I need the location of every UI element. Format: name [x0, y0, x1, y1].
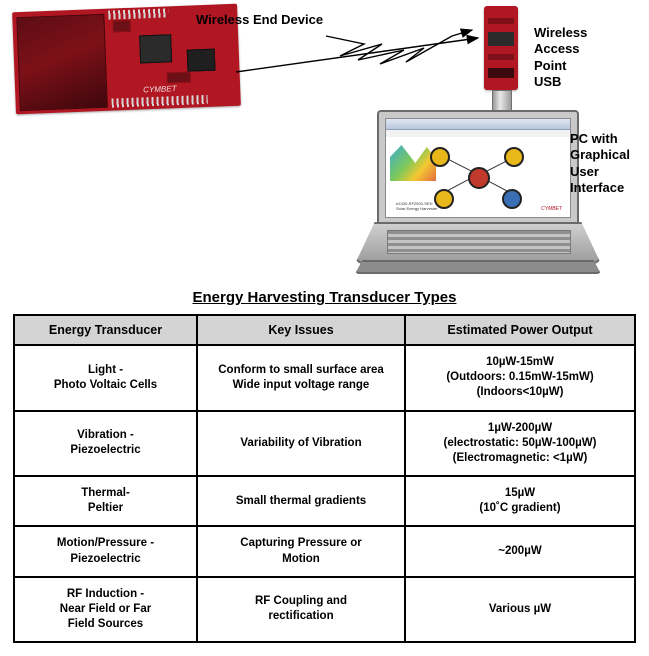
cell-line: Near Field or Far	[59, 602, 152, 615]
cell-issues	[197, 577, 405, 643]
energy-harvesting-table	[13, 314, 636, 643]
cell-transducer	[14, 411, 197, 477]
table-row	[14, 526, 635, 576]
label-ap-line-3: Point	[534, 57, 567, 73]
cell-line: (10˚C gradient)	[479, 502, 561, 515]
cell-transducer	[14, 345, 197, 411]
cell-line: Photo Voltaic Cells	[53, 378, 158, 391]
component-small-2	[167, 72, 191, 84]
laptop-base	[355, 222, 601, 264]
gui-canvas	[386, 137, 570, 217]
gui-caption-line-2: Solar Energy Harvester	[396, 205, 438, 211]
cell-line: Vibration -	[77, 429, 134, 442]
table-row	[14, 345, 635, 411]
table-header-transducer: Energy Transducer	[14, 315, 197, 345]
cell-line: 10µW-15mW	[486, 356, 554, 368]
label-wireless-end-device: Wireless End Device	[196, 12, 324, 27]
cell-transducer	[14, 476, 197, 526]
cell-power	[405, 411, 635, 477]
cell-line: Wide input voltage range	[232, 378, 370, 391]
pin-header-bottom	[112, 95, 208, 108]
dongle-trace-3	[488, 68, 514, 78]
cell-line: RF Coupling and	[255, 595, 347, 608]
table-row	[14, 476, 635, 526]
browser-toolbar	[386, 119, 570, 130]
cell-line: Piezoelectric	[70, 552, 141, 565]
cell-line: ~200µW	[498, 544, 542, 557]
cell-line: Light -	[87, 363, 124, 376]
mcu-chip	[139, 34, 172, 63]
laptop-keyboard	[387, 230, 571, 254]
cell-issues	[197, 411, 405, 477]
gui-caption-line-1: eZ430-RF2500-SEH	[396, 200, 433, 206]
label-pc-line-3: User	[570, 163, 599, 179]
gui-logo: CYMBET	[541, 206, 562, 212]
dongle-trace-1	[488, 18, 514, 24]
laptop-lid	[377, 110, 579, 226]
cell-line: 15µW	[504, 487, 536, 500]
cell-line: rectification	[268, 610, 334, 623]
component-small-1	[113, 20, 131, 33]
cell-line: (Outdoors: 0.15mW-15mW)	[446, 371, 594, 384]
laptop-pc	[355, 110, 597, 280]
cell-line: Piezoelectric	[70, 444, 141, 457]
table-row	[14, 411, 635, 477]
cell-line: Capturing Pressure or	[240, 537, 362, 550]
arrow-device-to-ap	[236, 38, 478, 72]
laptop-screen	[385, 118, 571, 218]
cell-line: Variability of Vibration	[240, 436, 362, 449]
node-yellow-2	[504, 147, 524, 167]
cell-power	[405, 577, 635, 643]
table-header-power: Estimated Power Output	[405, 315, 635, 345]
rf-chip	[187, 49, 216, 72]
cell-line: Peltier	[87, 502, 124, 515]
cell-line: (Indoors<10µW)	[476, 386, 564, 399]
solar-cell	[16, 14, 108, 111]
cell-issues	[197, 345, 405, 411]
dongle-board	[484, 6, 518, 90]
cell-line: (electrostatic: 50µW-100µW)	[443, 436, 597, 449]
label-wireless-access-point	[534, 25, 634, 90]
cell-issues	[197, 526, 405, 576]
label-ap-line-2: Access	[534, 41, 580, 57]
cell-line: Conform to small surface area	[218, 363, 384, 376]
system-diagram	[0, 0, 649, 285]
transducer-table-section	[0, 285, 649, 643]
table-title: Energy Harvesting Transducer Types	[192, 289, 457, 306]
dongle-trace-2	[488, 54, 514, 60]
cell-line: Small thermal gradients	[235, 494, 367, 507]
board-brand-label: CYMBET	[143, 84, 177, 95]
cell-issues	[197, 476, 405, 526]
cell-line: Thermal-	[81, 487, 130, 500]
label-pc-line-1: PC with	[570, 131, 618, 146]
table-header-row	[14, 315, 635, 345]
cell-line: Various µW	[488, 602, 552, 615]
cell-line: 1µW-200µW	[487, 421, 553, 434]
cell-power	[405, 345, 635, 411]
cell-line: Motion	[282, 552, 320, 565]
rf-lightning-path	[326, 30, 472, 64]
node-blue	[502, 189, 522, 209]
node-yellow-1	[430, 147, 450, 167]
label-pc-line-4: Interface	[570, 179, 625, 195]
table-row	[14, 577, 635, 643]
cell-power	[405, 476, 635, 526]
table-header-issues: Key Issues	[197, 315, 405, 345]
label-ap-line-1: Wireless	[534, 25, 588, 40]
gui-caption	[396, 201, 438, 211]
label-ap-line-4: USB	[534, 73, 562, 89]
cell-transducer	[14, 577, 197, 643]
node-hub-red	[468, 167, 490, 189]
wireless-access-point-usb-dongle	[484, 6, 518, 122]
dongle-chip	[488, 32, 514, 46]
cell-line: (Electromagnetic: <1µW)	[452, 451, 588, 464]
cell-transducer	[14, 526, 197, 576]
label-pc-line-2: Graphical	[570, 147, 630, 163]
cell-line: Field Sources	[67, 618, 144, 631]
cell-power	[405, 526, 635, 576]
laptop-stand	[355, 260, 601, 274]
cell-line: Motion/Pressure -	[56, 537, 155, 550]
pin-header-top	[108, 8, 168, 19]
cell-line: RF Induction -	[66, 587, 145, 600]
label-pc-gui	[570, 131, 649, 196]
